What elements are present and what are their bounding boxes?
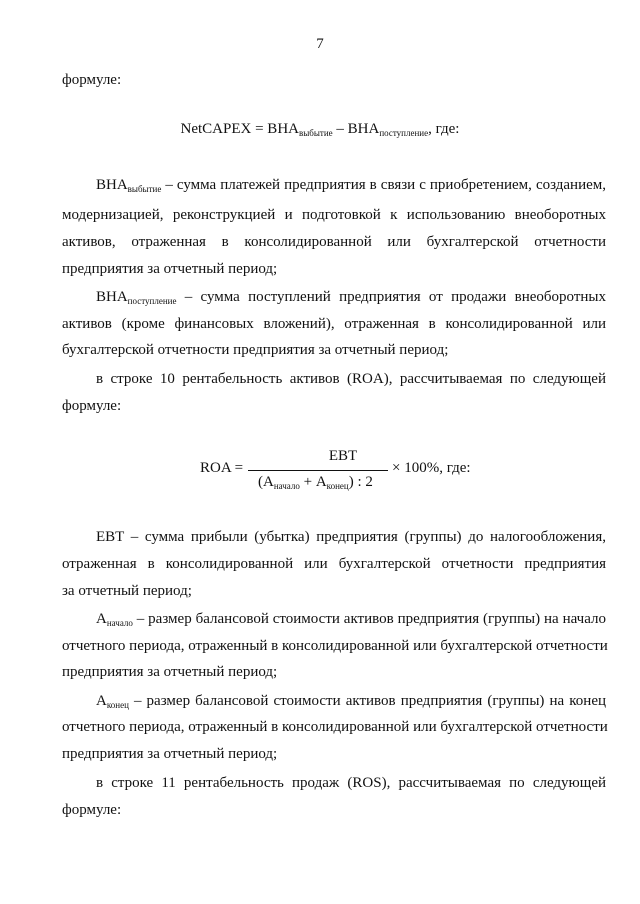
def-vna-in-line3: бухгалтерской отчетности предприятия за отчетный период; (62, 342, 449, 358)
formula-middle: – ВНА (332, 121, 380, 137)
ros-intro-line2: формуле: (62, 802, 122, 818)
def-vna-out-line1 (96, 176, 606, 194)
term: ВНА (96, 289, 128, 305)
formula-subscript: поступление (379, 128, 429, 138)
definition-text: – размер балансовой стоимости активов предприятия (группы) на начало (132, 611, 606, 627)
den-subscript: начало (273, 481, 300, 491)
definition-text: – размер балансовой стоимости активов предприятия (группы) на конец (128, 693, 606, 709)
term-subscript: поступление (127, 296, 177, 306)
den-part: (А (258, 474, 274, 490)
den-part: + А (299, 474, 327, 490)
formula-tail: , где: (428, 121, 460, 137)
netcapex-formula (0, 121, 640, 138)
fraction-bar (248, 470, 388, 471)
formula-lhs: NetCAPEX = ВНА (180, 121, 299, 137)
def-vna-in-line1 (96, 288, 606, 306)
formula-lhs: ROA = (200, 460, 244, 476)
definition-text: – сумма поступлений предприятия от продажи внеоборотных (176, 289, 606, 305)
def-vna-out-line3: активов, отраженная в консолидированной или бухгалтерской отчетности (62, 234, 606, 250)
def-a-end-line1 (96, 692, 606, 710)
formula-tail: × 100%, где: (392, 460, 471, 476)
def-a-start-line3: предприятия за отчетный период; (62, 664, 278, 680)
def-a-end-line3: предприятия за отчетный период; (62, 746, 278, 762)
def-a-end-line2: отчетного периода, отраженный в консолидированной или бухгалтерской отчетности (62, 719, 608, 735)
den-part: ) : 2 (348, 474, 373, 490)
term-subscript: начало (106, 618, 133, 628)
term-subscript: конец (106, 700, 129, 710)
roa-formula (200, 448, 500, 498)
roa-intro-line2: формуле: (62, 398, 122, 414)
term: А (96, 693, 107, 709)
def-ebt-line2: отраженная в консолидированной или бухгалтерской отчетности предприятия (62, 556, 606, 572)
def-a-start-line1 (96, 610, 606, 628)
intro-text: формуле: (62, 72, 122, 88)
def-vna-out-line4: предприятия за отчетный период; (62, 261, 278, 277)
def-ebt-line1: EBT – сумма прибыли (убытка) предприятия (группы) до налогообложения, (96, 529, 606, 545)
den-subscript: конец (326, 481, 349, 491)
page-number: 7 (316, 36, 324, 52)
formula-denominator (258, 474, 373, 491)
formula-subscript: выбытие (298, 128, 333, 138)
ros-intro-line1: в строке 11 рентабельность продаж (ROS), рассчитываемая по следующей (96, 775, 606, 791)
term: А (96, 611, 107, 627)
formula-numerator: EBT (328, 448, 358, 464)
def-vna-in-line2: активов (кроме финансовых вложений), отраженная в консолидированной или (62, 316, 606, 332)
term: ВНА (96, 177, 128, 193)
roa-intro-line1: в строке 10 рентабельность активов (ROA), рассчитываемая по следующей (96, 371, 606, 387)
def-ebt-line3: за отчетный период; (62, 583, 192, 599)
def-a-start-line2: отчетного периода, отраженный в консолидированной или бухгалтерской отчетности (62, 638, 608, 654)
term-subscript: выбытие (127, 184, 162, 194)
definition-text: – сумма платежей предприятия в связи с приобретением, созданием, (161, 177, 606, 193)
def-vna-out-line2: модернизацией, реконструкцией и подготовкой к использованию внеоборотных (62, 207, 606, 223)
